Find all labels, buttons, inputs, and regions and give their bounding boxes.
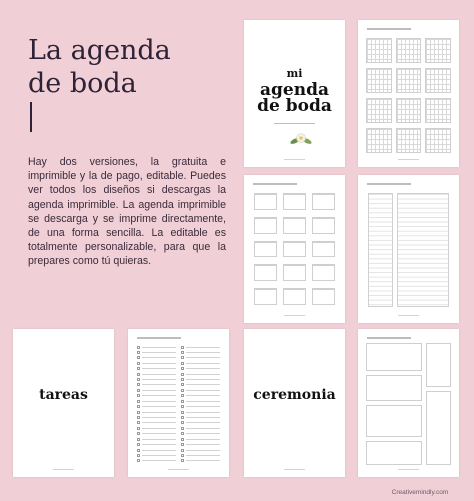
box-cell (254, 288, 277, 305)
checklist-row (137, 394, 176, 398)
preview-boxes (244, 175, 345, 323)
checklist-row (181, 410, 220, 414)
checklist-column (137, 345, 176, 463)
site-credit: Creativemindly.com (391, 489, 449, 496)
box-cell (254, 193, 277, 210)
checklist-row (137, 367, 176, 371)
checklist-row (137, 361, 176, 365)
page-header (253, 183, 297, 185)
preview-cover (244, 20, 345, 167)
checklist-row (137, 405, 176, 409)
checklist-row (137, 443, 176, 447)
page-footer (358, 315, 459, 317)
month-block (396, 38, 422, 63)
checklist-row (181, 345, 220, 349)
cover-title-line-1: mi (286, 67, 303, 80)
title-line-2: de boda (28, 68, 137, 99)
box-cell (312, 217, 335, 234)
month-block (366, 98, 392, 123)
preview-calendar (358, 20, 459, 167)
checklist-row (181, 459, 220, 463)
checklist-row (181, 356, 220, 360)
checklist-row (181, 388, 220, 392)
form-box (366, 343, 422, 371)
checklist-row (137, 410, 176, 414)
checklist-row (137, 350, 176, 354)
title-divider (30, 102, 32, 132)
checklist-column (181, 345, 220, 463)
lined-columns (368, 193, 449, 307)
page-footer (358, 159, 459, 161)
checklist-row (137, 383, 176, 387)
cover-title-line-2: agenda (260, 80, 329, 100)
month-block (425, 128, 451, 153)
month-block (366, 68, 392, 93)
box-cell (283, 264, 306, 281)
description-text: Hay dos versiones, la gratuita e imprimible y la de pago, editable. Puedes ver todos los diseños si descargas la agenda imprimible. La agenda imprimible se descarga y se imprime directamente, de una forma sencilla. La editable es totalmente personalizable, para que la prepares como tú quieras. (28, 156, 226, 268)
form-box (366, 405, 422, 437)
checklist-row (137, 356, 176, 360)
page-footer (244, 159, 345, 161)
checklist-row (137, 399, 176, 403)
page-footer (358, 469, 459, 471)
checklist-row (181, 437, 220, 441)
checklist-row (137, 421, 176, 425)
preview-ceremonia (244, 329, 345, 477)
checklist-row (181, 350, 220, 354)
title-line-1: La agenda (28, 35, 171, 66)
checklist-row (181, 383, 220, 387)
form-box (426, 343, 451, 387)
month-block (425, 98, 451, 123)
form-box (366, 375, 422, 401)
page-title (28, 34, 228, 100)
page-footer (128, 469, 229, 471)
checklist-row (137, 448, 176, 452)
box-cell (312, 264, 335, 281)
checklist-row (137, 453, 176, 457)
checklist-row (181, 432, 220, 436)
checklist-row (137, 432, 176, 436)
list-column (368, 193, 393, 307)
checklist-row (181, 394, 220, 398)
ceremonia-title: ceremonia (253, 387, 336, 403)
box-cell (283, 217, 306, 234)
box-cell (312, 193, 335, 210)
month-block (396, 68, 422, 93)
month-block (366, 128, 392, 153)
month-block (425, 68, 451, 93)
checklist-row (181, 399, 220, 403)
preview-form (358, 329, 459, 477)
form-box (426, 391, 451, 465)
checklist-row (181, 453, 220, 457)
checklist-row (181, 421, 220, 425)
checklist-row (137, 345, 176, 349)
page-header (137, 337, 181, 339)
preview-checklist (128, 329, 229, 477)
checklist-row (181, 372, 220, 376)
checklist-row (181, 367, 220, 371)
page-footer (244, 315, 345, 317)
flower-icon (288, 129, 314, 149)
page-header (367, 183, 411, 185)
checklist-row (137, 415, 176, 419)
checklist-row (181, 378, 220, 382)
preview-list (358, 175, 459, 323)
checklist-row (137, 378, 176, 382)
checklist-row (137, 388, 176, 392)
checklist-row (181, 361, 220, 365)
page-header (367, 337, 411, 339)
box-cell (283, 288, 306, 305)
month-block (425, 38, 451, 63)
checklist-row (181, 426, 220, 430)
form-right-column (426, 343, 451, 465)
checklist-row (181, 448, 220, 452)
form-box (366, 441, 422, 465)
box-cell (254, 241, 277, 258)
checklist-row (181, 405, 220, 409)
checklist (137, 345, 220, 463)
cover-title (244, 66, 345, 114)
box-cell (254, 217, 277, 234)
box-cell (312, 288, 335, 305)
preview-tareas (13, 329, 114, 477)
box-grid (254, 193, 335, 305)
checklist-row (137, 372, 176, 376)
cover-title-line-3: de boda (257, 96, 332, 116)
box-cell (312, 241, 335, 258)
tareas-title: tareas (39, 387, 88, 403)
checklist-row (137, 426, 176, 430)
calendar-grid (366, 38, 451, 153)
month-block (396, 128, 422, 153)
box-cell (283, 241, 306, 258)
page-header (367, 28, 411, 30)
box-cell (283, 193, 306, 210)
month-block (396, 98, 422, 123)
checklist-row (137, 459, 176, 463)
box-cell (254, 264, 277, 281)
form-left-column (366, 343, 422, 465)
page-footer (244, 469, 345, 471)
month-block (366, 38, 392, 63)
list-column (397, 193, 449, 307)
checklist-row (181, 415, 220, 419)
checklist-row (137, 437, 176, 441)
cover-subtitle-line (274, 123, 315, 124)
page-footer (13, 469, 114, 471)
checklist-row (181, 443, 220, 447)
